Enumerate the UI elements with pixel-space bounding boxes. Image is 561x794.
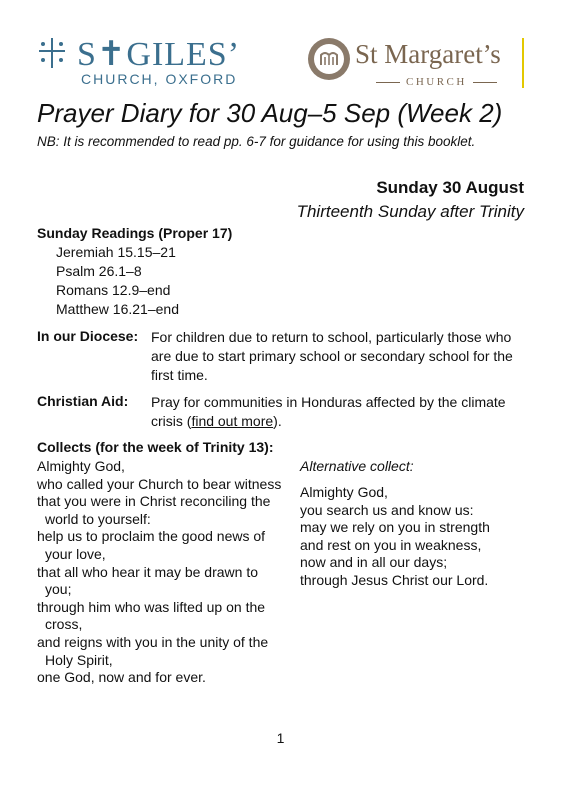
collect-line: that you were in Christ reconciling the world to yourself: <box>37 493 271 527</box>
day-occasion: Thirteenth Sunday after Trinity <box>296 202 524 221</box>
collect-line: that all who hear it may be drawn to you; <box>37 563 259 598</box>
christian-aid-text-before: Pray for communities in Honduras affected by the climate crisis ( <box>151 394 506 429</box>
christian-aid-text <box>151 393 526 431</box>
alternative-collect <box>300 484 540 590</box>
readings-heading: Sunday Readings (Proper 17) <box>37 225 233 241</box>
st-giles-logo-name: S✝GILES’ <box>77 36 241 73</box>
reading-item: Psalm 26.1–8 <box>56 263 142 279</box>
seal-icon <box>308 38 350 80</box>
page-number: 1 <box>276 730 285 746</box>
reading-item: Matthew 16.21–end <box>56 301 179 317</box>
reading-item: Romans 12.9–end <box>56 282 171 298</box>
cross-icon <box>37 38 67 70</box>
st-giles-logo-subtitle: CHURCH, OXFORD <box>81 71 238 87</box>
collect-line: who called your Church to bear witness <box>37 475 282 492</box>
collect-line: may we rely on you in strength <box>300 519 490 536</box>
collect-line: you search us and know us: <box>300 501 474 518</box>
main-collect <box>37 458 287 687</box>
collect-line: now and in all our days; <box>300 554 448 571</box>
collect-line: through Jesus Christ our Lord. <box>300 571 489 588</box>
st-giles-logo <box>37 36 257 92</box>
day-heading: Sunday 30 August <box>376 178 524 197</box>
alternative-collect-heading: Alternative collect: <box>300 458 414 474</box>
diocese-text: For children due to return to school, particularly those who are due to start primary school or secondary school for the first time. <box>151 329 513 383</box>
guidance-note: NB: It is recommended to read pp. 6-7 for guidance for using this booklet. <box>37 134 476 149</box>
collects-heading: Collects (for the week of Trinity 13): <box>37 439 274 455</box>
christian-aid-label: Christian Aid: <box>37 393 129 409</box>
st-margarets-logo <box>308 36 528 92</box>
collect-line: and rest on you in weakness, <box>300 536 482 553</box>
collect-line: Almighty God, <box>37 458 125 474</box>
text-cursor <box>522 38 524 88</box>
collect-line: and reigns with you in the unity of the Holy Spirit, <box>37 633 269 668</box>
page-title: Prayer Diary for 30 Aug–5 Sep (Week 2) <box>37 98 503 128</box>
st-margarets-logo-subtitle: CHURCH <box>370 76 503 88</box>
st-margarets-logo-name: St Margaret’s <box>355 39 501 69</box>
collect-line: through him who was lifted up on the cross, <box>37 598 266 633</box>
christian-aid-text-after: ). <box>273 413 282 429</box>
collect-line: one God, now and for ever. <box>37 669 206 686</box>
find-out-more-link[interactable]: find out more <box>191 413 274 429</box>
collect-line: Almighty God, <box>300 484 388 500</box>
collect-line: help us to proclaim the good news of your love, <box>37 528 266 562</box>
diocese-label: In our Diocese: <box>37 328 139 344</box>
reading-item: Jeremiah 15.15–21 <box>56 244 176 260</box>
